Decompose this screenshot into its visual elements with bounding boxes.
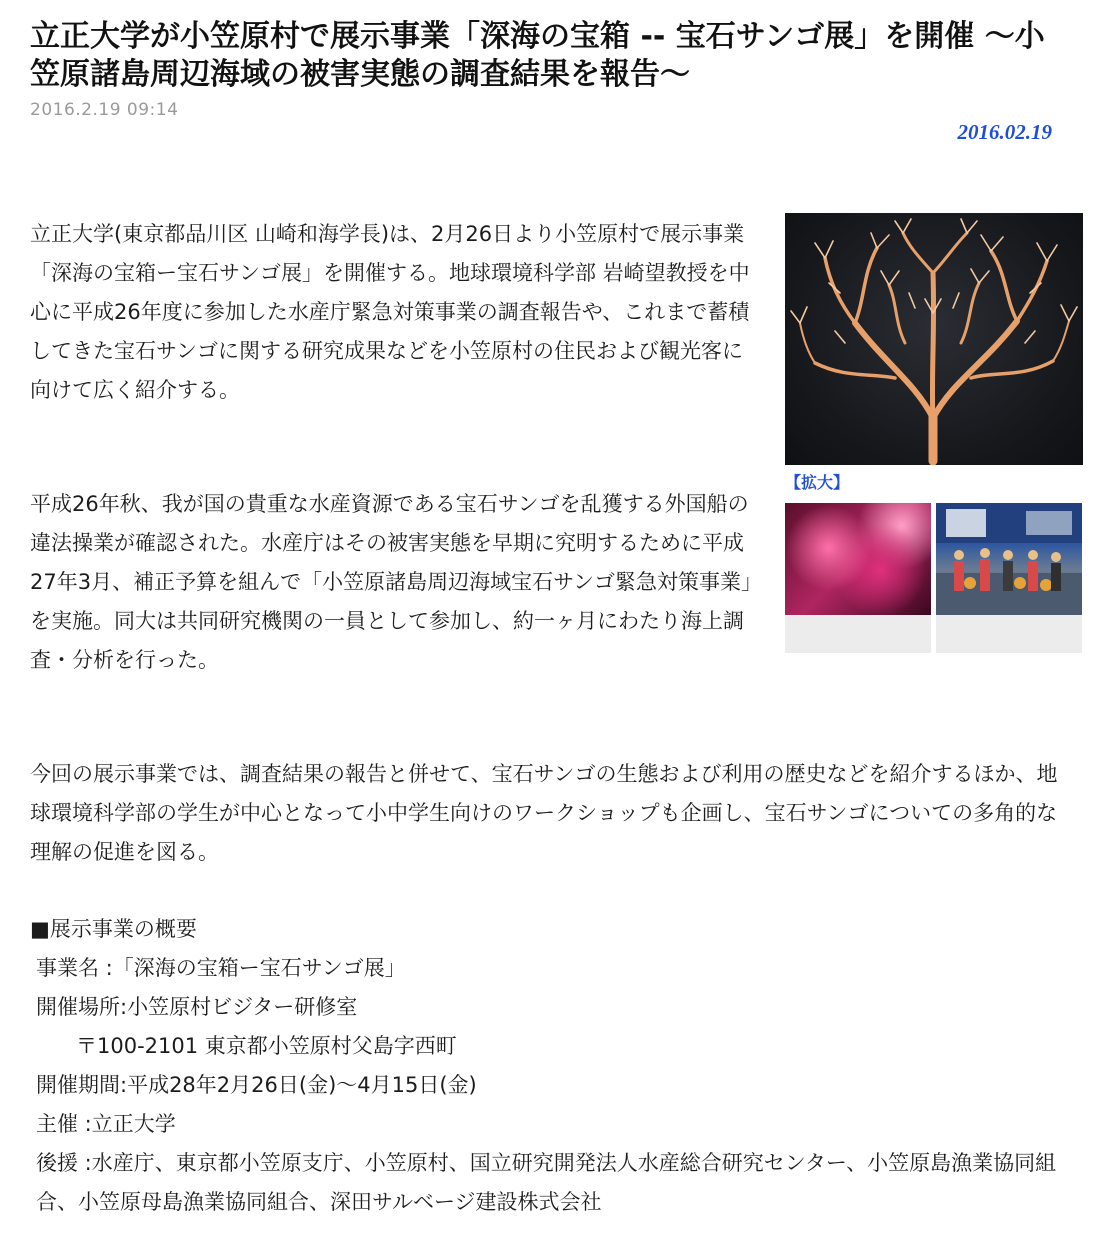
thumbnail-image [936, 503, 1082, 615]
event-summary [30, 910, 1075, 1222]
summary-event-name: 事業名 :「深海の宝箱ー宝石サンゴ展」 [36, 956, 406, 980]
coral-photo[interactable] [785, 213, 1083, 465]
crew-figures [936, 503, 1082, 615]
article-title: 立正大学が小笠原村で展示事業「深海の宝箱 -- 宝石サンゴ展」を開催 ～小笠原諸島周辺海域の被害実態の調査結果を報告～ [30, 19, 1045, 92]
enlarge-link[interactable]: 【拡大】 [785, 473, 850, 492]
summary-venue: 開催場所:小笠原村ビジター研修室 [36, 995, 358, 1019]
summary-heading: ■展示事業の概要 [30, 917, 197, 941]
summary-address: 〒100-2101 東京都小笠原村父島字西町 [76, 1034, 457, 1058]
article-paragraph-1: 立正大学(東京都品川区 山崎和海学長)は、2月26日より小笠原村で展示事業「深海の宝箱ー宝石サンゴ展」を開催する。地球環境科学部 岩崎望教授を中心に平成26年度に参加した水産庁緊急対策事業の調査報告や、これまで蓄積してきた宝石サンゴに関する研究成果などを小笠原村の住民および観光客に向けて広く紹介する。 [30, 222, 750, 402]
summary-organizer: 主催 :立正大学 [36, 1112, 176, 1136]
thumbnail-research-crew[interactable] [936, 503, 1082, 653]
article-timestamp: 2016.2.19 09:14 [30, 100, 179, 120]
thumbnail-coral-red[interactable] [785, 503, 931, 653]
article-paragraph-2: 平成26年秋、我が国の貴重な水産資源である宝石サンゴを乱獲する外国船の違法操業が確認された。水産庁はその被害実態を早期に究明するために平成27年3月、補正予算を組んで「小笠原諸島周辺海域宝石サンゴ緊急対策事業」を実施。同大は共同研究機関の一員として参加し、約一ヶ月にわたり海上調査・分析を行った。 [30, 492, 752, 672]
summary-supporters: 後援 :水産庁、東京都小笠原支庁、小笠原村、国立研究開発法人水産総合研究センター、小笠原島漁業協同組合、小笠原母島漁業協同組合、深田サルベージ建設株式会社 [36, 1151, 1057, 1214]
summary-period: 開催期間:平成28年2月26日(金)～4月15日(金) [36, 1073, 477, 1097]
article-paragraph-3: 今回の展示事業では、調査結果の報告と併せて、宝石サンゴの生態および利用の歴史などを紹介するほか、地球環境科学部の学生が中心となって小中学生向けのワークショップも企画し、宝石サンゴについての多角的な理解の促進を図る。 [30, 762, 1058, 864]
date-stamp: 2016.02.19 [957, 120, 1052, 144]
thumbnail-image [785, 503, 931, 615]
coral-illustration [785, 213, 1083, 465]
